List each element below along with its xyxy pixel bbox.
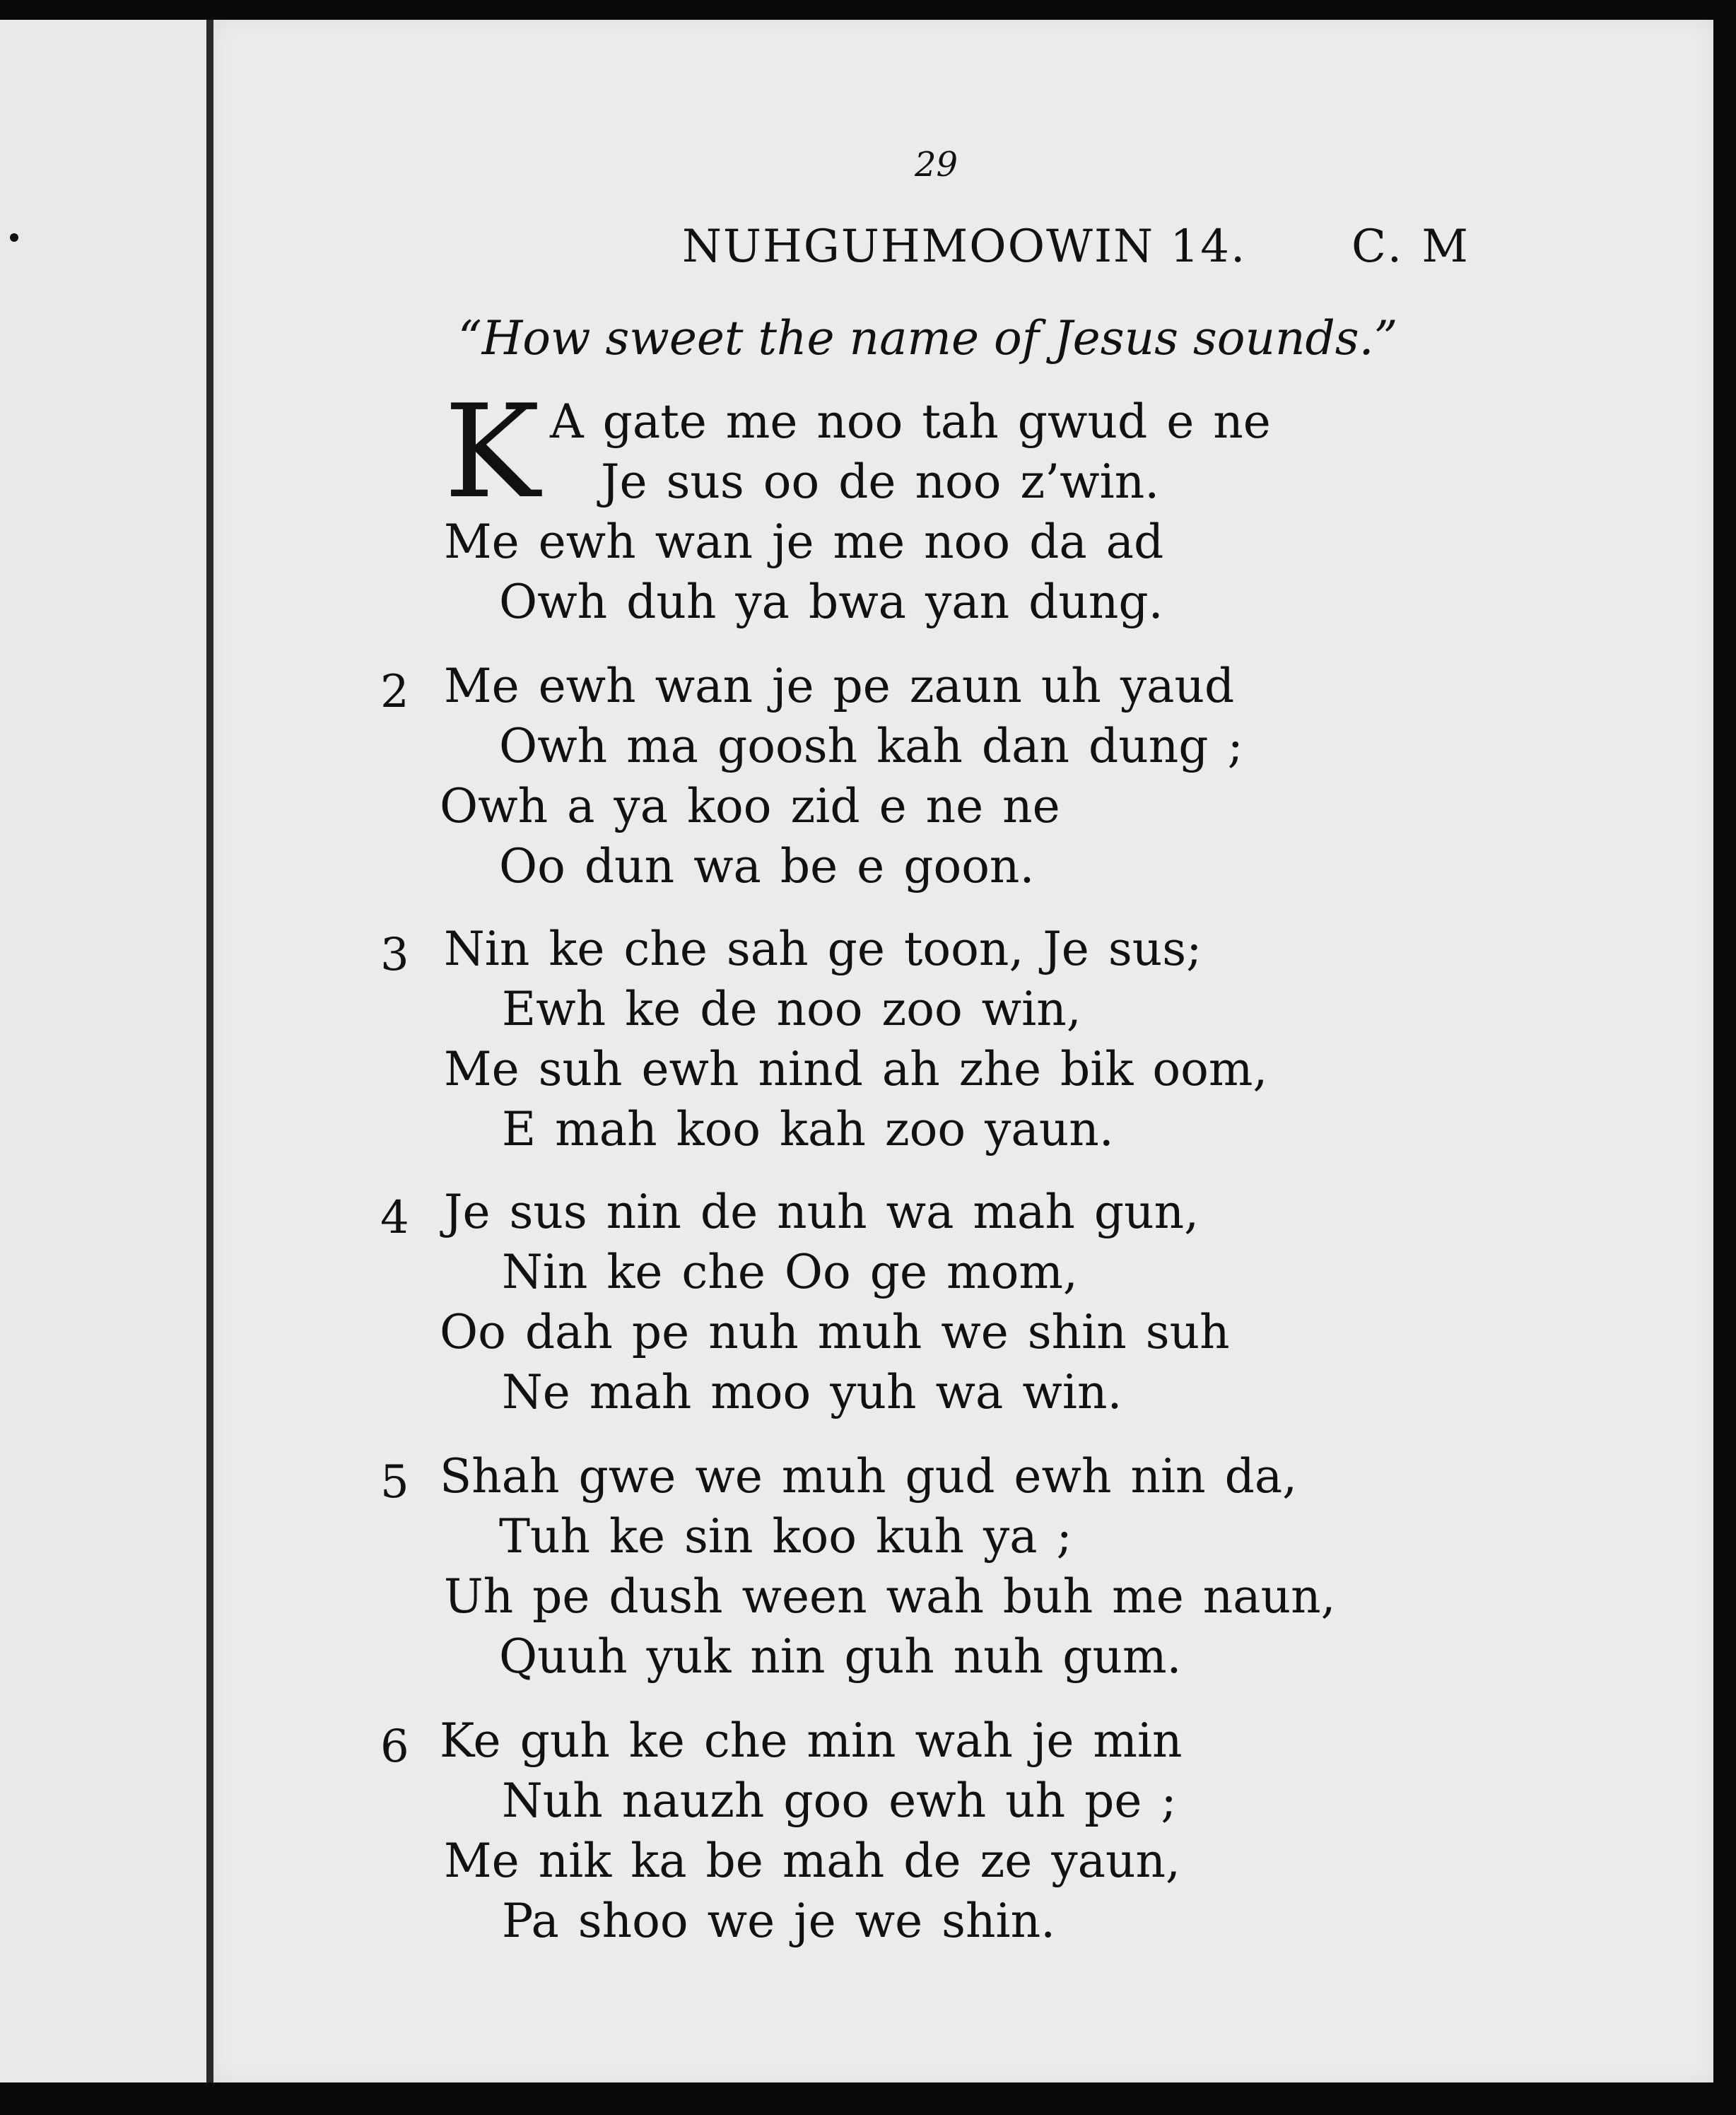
hymn-title: NUHGUHMOOWIN 14. — [682, 221, 1247, 273]
verse-line: Me ewh wan je me noo da ad — [444, 515, 1164, 569]
hymn-meter: C. M — [1351, 221, 1471, 273]
verse-line: Me ewh wan je pe zaun uh yaud — [444, 659, 1235, 713]
verse-number: 2 — [380, 666, 409, 718]
verse-number: 6 — [380, 1721, 409, 1773]
drop-cap: K — [444, 377, 540, 527]
verse-line: Ke guh ke che min wah je min — [440, 1713, 1183, 1768]
hymn-first-line: “How sweet the name of Jesus sounds.” — [458, 311, 1398, 365]
verse-line: Je sus nin de nuh wa mah gun, — [444, 1185, 1200, 1239]
verse-line: Ewh ke de noo zoo win, — [502, 982, 1081, 1036]
verse-line: Ne mah moo yuh wa win. — [502, 1365, 1122, 1419]
verse-line: Me suh ewh nind ah zhe bik oom, — [444, 1042, 1268, 1096]
verse-line: Owh ma goosh kah dan dung ; — [499, 719, 1243, 773]
verse-line: E mah koo kah zoo yaun. — [502, 1102, 1114, 1156]
verse-line: Owh duh ya bwa yan dung. — [499, 575, 1163, 629]
verse-number: 5 — [380, 1456, 409, 1508]
verse-line: Nin ke che sah ge toon, Je sus; — [444, 922, 1202, 976]
verse-line: Shah gwe we muh gud ewh nin da, — [440, 1449, 1298, 1504]
verse-line: Oo dun wa be e goon. — [499, 839, 1035, 894]
page-number: 29 — [915, 145, 958, 184]
verse-line: Pa shoo we je we shin. — [502, 1894, 1056, 1948]
verse-number: 4 — [380, 1192, 409, 1244]
verse-line: Tuh ke sin koo kuh ya ; — [499, 1509, 1072, 1564]
verse-line: Quuh yuk nin guh nuh gum. — [499, 1629, 1182, 1684]
verse-line: Oo dah pe nuh muh we shin suh — [440, 1305, 1230, 1359]
verse-line: Owh a ya koo zid e ne ne — [440, 779, 1060, 833]
verse-line: Je sus oo de noo z’win. — [601, 455, 1160, 509]
verse-number: 3 — [380, 929, 409, 981]
verse-line: Uh pe dush ween wah buh me naun, — [444, 1569, 1336, 1624]
verse-line: Nuh nauzh goo ewh uh pe ; — [502, 1774, 1177, 1828]
verse-line: Nin ke che Oo ge mom, — [502, 1245, 1078, 1299]
verse-line: Me nik ka be mah de ze yaun, — [444, 1834, 1180, 1888]
verse-line: A gate me noo tah gwud e ne — [550, 394, 1271, 449]
